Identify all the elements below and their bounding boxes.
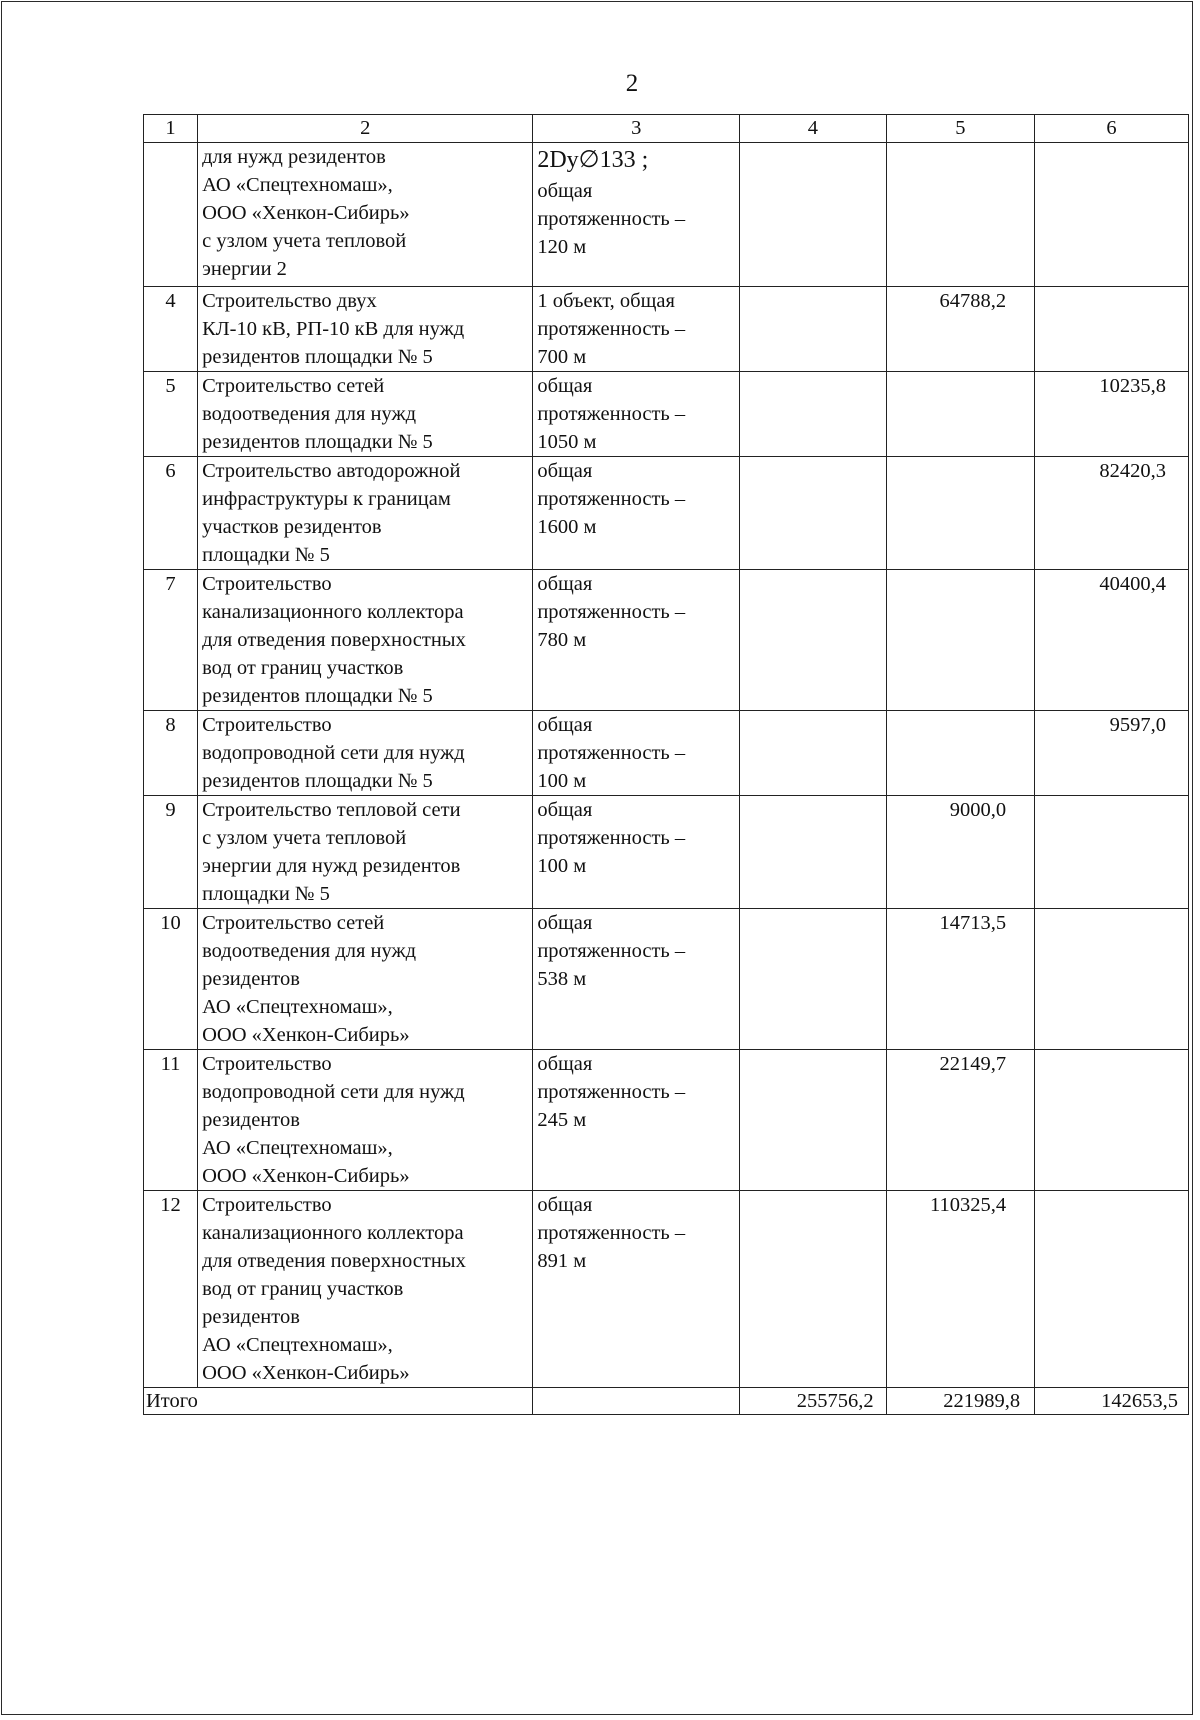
name-line: Строительство xyxy=(202,573,332,595)
amount-col5 xyxy=(886,711,1035,796)
total-row xyxy=(144,1388,1189,1415)
name-line: резидентов xyxy=(202,968,300,990)
spec-cell xyxy=(533,570,740,711)
row-number: 5 xyxy=(144,372,198,457)
amount-col4 xyxy=(740,711,886,796)
name-line: КЛ-10 кВ, РП-10 кВ для нужд xyxy=(202,318,465,340)
amount-col4 xyxy=(740,287,886,372)
name-line: участков резидентов xyxy=(202,516,382,538)
total-col5: 221989,8 xyxy=(886,1388,1035,1415)
name-line: Строительство xyxy=(202,1194,332,1216)
spec-line: протяженность – xyxy=(537,601,686,623)
total-col6: 142653,5 xyxy=(1035,1388,1189,1415)
table-row xyxy=(144,909,1189,1050)
amount-col6: 40400,4 xyxy=(1035,570,1189,711)
spec-line: общая xyxy=(537,1194,593,1216)
amount-col5: 9000,0 xyxy=(886,796,1035,909)
row-number: 12 xyxy=(144,1191,198,1388)
pipe-diameter-formula: 2Dy∅133 ; xyxy=(537,147,649,173)
name-line: энергии 2 xyxy=(202,258,287,280)
amount-col4 xyxy=(740,143,886,287)
header-row xyxy=(144,115,1189,143)
object-name-cell xyxy=(198,570,533,711)
spec-cell xyxy=(533,1050,740,1191)
name-line: для отведения поверхностных xyxy=(202,629,466,651)
name-line: канализационного коллектора xyxy=(202,1222,464,1244)
spec-cell xyxy=(533,909,740,1050)
amount-col5 xyxy=(886,143,1035,287)
amount-col5: 22149,7 xyxy=(886,1050,1035,1191)
table-row xyxy=(144,372,1189,457)
spec-line: 1600 м xyxy=(537,516,597,538)
amount-col6: 9597,0 xyxy=(1035,711,1189,796)
header-cell-3: 3 xyxy=(533,115,740,143)
spec-cell xyxy=(533,711,740,796)
table-row xyxy=(144,287,1189,372)
object-name-cell xyxy=(198,1191,533,1388)
name-line: ООО «Хенкон-Сибирь» xyxy=(202,1362,410,1384)
name-line: для отведения поверхностных xyxy=(202,1250,466,1272)
object-name-cell xyxy=(198,711,533,796)
name-line: Строительство сетей xyxy=(202,375,385,397)
name-line: инфраструктуры к границам xyxy=(202,488,451,510)
object-name-cell xyxy=(198,372,533,457)
spec-line: общая xyxy=(537,799,593,821)
spec-line: 1 объект, общая xyxy=(537,290,675,312)
amount-col6 xyxy=(1035,1050,1189,1191)
budget-table xyxy=(143,114,1189,1415)
name-line: площадки № 5 xyxy=(202,544,330,566)
spec-line: 700 м xyxy=(537,346,587,368)
spec-line: общая xyxy=(537,912,593,934)
name-line: резидентов xyxy=(202,1306,300,1328)
amount-col4 xyxy=(740,372,886,457)
amount-col6 xyxy=(1035,796,1189,909)
spec-cell xyxy=(533,796,740,909)
name-line: для нужд резидентов xyxy=(202,146,386,168)
spec-line: 120 м xyxy=(537,236,587,258)
amount-col6 xyxy=(1035,287,1189,372)
spec-line: протяженность – xyxy=(537,940,686,962)
spec-line: 245 м xyxy=(537,1109,587,1131)
spec-line: общая xyxy=(537,1053,593,1075)
name-line: с узлом учета тепловой xyxy=(202,827,407,849)
spec-line: протяженность – xyxy=(537,318,686,340)
page-number: 2 xyxy=(625,70,639,97)
object-name-cell xyxy=(198,909,533,1050)
name-line: вод от границ участков xyxy=(202,1278,404,1300)
header-cell-6: 6 xyxy=(1035,115,1189,143)
spec-line: 538 м xyxy=(537,968,587,990)
spec-cell xyxy=(533,457,740,570)
amount-col6 xyxy=(1035,909,1189,1050)
name-line: с узлом учета тепловой xyxy=(202,230,407,252)
name-line: АО «Спецтехномаш», xyxy=(202,996,393,1018)
row-number: 10 xyxy=(144,909,198,1050)
continuation-row xyxy=(144,143,1189,287)
spec-cell xyxy=(533,372,740,457)
table-row xyxy=(144,457,1189,570)
spec-line: протяженность – xyxy=(537,208,686,230)
amount-col4 xyxy=(740,570,886,711)
spec-line: протяженность – xyxy=(537,1081,686,1103)
amount-col4 xyxy=(740,457,886,570)
table-row xyxy=(144,796,1189,909)
name-line: канализационного коллектора xyxy=(202,601,464,623)
amount-col4 xyxy=(740,909,886,1050)
total-spec-cell xyxy=(533,1388,740,1415)
spec-line: 780 м xyxy=(537,629,587,651)
row-number: 4 xyxy=(144,287,198,372)
name-line: АО «Спецтехномаш», xyxy=(202,1137,393,1159)
table-row xyxy=(144,1191,1189,1388)
name-line: резидентов площадки № 5 xyxy=(202,431,433,453)
spec-line: общая xyxy=(537,714,593,736)
name-line: Строительство автодорожной xyxy=(202,460,461,482)
table-row xyxy=(144,570,1189,711)
spec-cell xyxy=(533,287,740,372)
amount-col5: 14713,5 xyxy=(886,909,1035,1050)
name-line: водоотведения для нужд xyxy=(202,403,417,425)
name-line: водопроводной сети для нужд xyxy=(202,742,465,764)
amount-col4 xyxy=(740,796,886,909)
spec-line: общая xyxy=(537,573,593,595)
spec-line: общая xyxy=(537,180,593,202)
spec-line: протяженность – xyxy=(537,488,686,510)
name-line: водоотведения для нужд xyxy=(202,940,417,962)
object-name-cell xyxy=(198,457,533,570)
header-cell-5: 5 xyxy=(886,115,1035,143)
spec-line: протяженность – xyxy=(537,1222,686,1244)
name-line: АО «Спецтехномаш», xyxy=(202,1334,393,1356)
name-line: резидентов площадки № 5 xyxy=(202,770,433,792)
amount-col6: 10235,8 xyxy=(1035,372,1189,457)
name-line: Строительство сетей xyxy=(202,912,385,934)
spec-line: общая xyxy=(537,460,593,482)
amount-col6: 82420,3 xyxy=(1035,457,1189,570)
amount-col4 xyxy=(740,1191,886,1388)
row-number: 7 xyxy=(144,570,198,711)
name-line: Строительство xyxy=(202,1053,332,1075)
row-number: 6 xyxy=(144,457,198,570)
row-number: 9 xyxy=(144,796,198,909)
total-col4: 255756,2 xyxy=(740,1388,886,1415)
name-line: площадки № 5 xyxy=(202,883,330,905)
row-number xyxy=(144,143,198,287)
name-line: Строительство двух xyxy=(202,290,377,312)
table-row xyxy=(144,711,1189,796)
total-label: Итого xyxy=(144,1388,533,1415)
spec-line: 891 м xyxy=(537,1250,587,1272)
spec-line: 100 м xyxy=(537,770,587,792)
name-line: ООО «Хенкон-Сибирь» xyxy=(202,1024,410,1046)
spec-line: протяженность – xyxy=(537,827,686,849)
spec-cell xyxy=(533,143,740,287)
header-cell-2: 2 xyxy=(198,115,533,143)
object-name-cell xyxy=(198,143,533,287)
amount-col6 xyxy=(1035,143,1189,287)
amount-col5: 64788,2 xyxy=(886,287,1035,372)
amount-col5: 110325,4 xyxy=(886,1191,1035,1388)
name-line: водопроводной сети для нужд xyxy=(202,1081,465,1103)
amount-col5 xyxy=(886,570,1035,711)
object-name-cell xyxy=(198,1050,533,1191)
amount-col5 xyxy=(886,457,1035,570)
header-cell-4: 4 xyxy=(740,115,886,143)
name-line: ООО «Хенкон-Сибирь» xyxy=(202,1165,410,1187)
spec-line: общая xyxy=(537,375,593,397)
row-number: 8 xyxy=(144,711,198,796)
spec-line: 100 м xyxy=(537,855,587,877)
name-line: вод от границ участков xyxy=(202,657,404,679)
name-line: Строительство тепловой сети xyxy=(202,799,461,821)
row-number: 11 xyxy=(144,1050,198,1191)
spec-line: протяженность – xyxy=(537,403,686,425)
name-line: ООО «Хенкон-Сибирь» xyxy=(202,202,410,224)
name-line: резидентов xyxy=(202,1109,300,1131)
name-line: резидентов площадки № 5 xyxy=(202,346,433,368)
spec-line: протяженность – xyxy=(537,742,686,764)
header-cell-1: 1 xyxy=(144,115,198,143)
amount-col5 xyxy=(886,372,1035,457)
amount-col4 xyxy=(740,1050,886,1191)
name-line: резидентов площадки № 5 xyxy=(202,685,433,707)
object-name-cell xyxy=(198,287,533,372)
name-line: АО «Спецтехномаш», xyxy=(202,174,393,196)
table-row xyxy=(144,1050,1189,1191)
object-name-cell xyxy=(198,796,533,909)
spec-cell xyxy=(533,1191,740,1388)
spec-line: 1050 м xyxy=(537,431,597,453)
amount-col6 xyxy=(1035,1191,1189,1388)
name-line: энергии для нужд резидентов xyxy=(202,855,461,877)
name-line: Строительство xyxy=(202,714,332,736)
